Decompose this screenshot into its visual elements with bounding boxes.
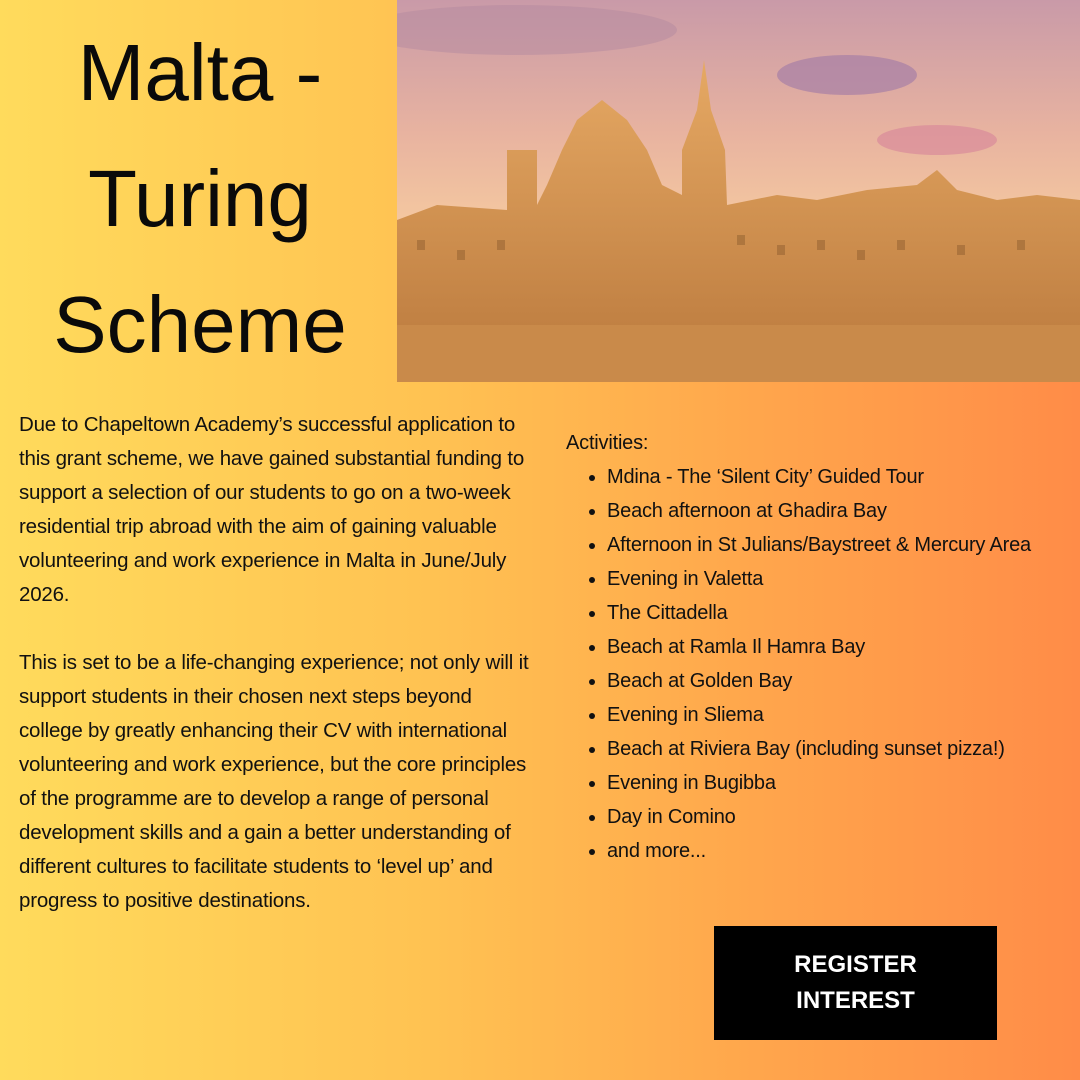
register-interest-button[interactable]: [714, 926, 997, 1040]
activities-heading: Activities:: [566, 432, 649, 454]
list-item: • Mdina - The ‘Silent City’ Guided Tour: [607, 460, 1066, 494]
title-line: Turing: [88, 154, 312, 243]
intro-text: [19, 408, 534, 952]
list-item: • Beach at Ramla Il Hamra Bay: [607, 630, 1066, 664]
list-item: • Beach at Riviera Bay (including sunset pizza!): [607, 732, 1066, 766]
intro-paragraph: This is set to be a life-changing experience; not only will it support students in their chosen next steps beyond college by greatly enhancing their CV with international volunteering and work experience, but the core principles of the programme are to develop a range of personal development skills and a gain a better understanding of different cultures to facilitate students to ‘level up’ and progress to positive destinations.: [19, 651, 529, 912]
list-item: • Beach afternoon at Ghadira Bay: [607, 494, 1066, 528]
list-item: • Evening in Bugibba: [607, 766, 1066, 800]
list-item: • Beach at Golden Bay: [607, 664, 1066, 698]
activities-list: [566, 460, 1066, 868]
list-item: • Evening in Sliema: [607, 698, 1066, 732]
list-item: • and more...: [607, 834, 1066, 868]
activities-section: [566, 426, 1066, 868]
list-item: • The Cittadella: [607, 596, 1066, 630]
list-item: • Evening in Valetta: [607, 562, 1066, 596]
list-item: • Day in Comino: [607, 800, 1066, 834]
title-line: Scheme: [53, 280, 347, 369]
title-line: Malta -: [77, 28, 323, 117]
valletta-skyline-photo: [397, 0, 1080, 382]
intro-paragraph: Due to Chapeltown Academy’s successful application to this grant scheme, we have gained substantial funding to support a selection of our students to go on a two-week residential trip abroad with the aim of gaining valuable volunteering and work experience in Malta in June/July 2026.: [19, 413, 525, 606]
poster-title: [0, 10, 400, 388]
register-interest-label: REGISTER INTEREST: [794, 951, 917, 1014]
list-item: • Afternoon in St Julians/Baystreet & Mercury Area: [607, 528, 1066, 562]
